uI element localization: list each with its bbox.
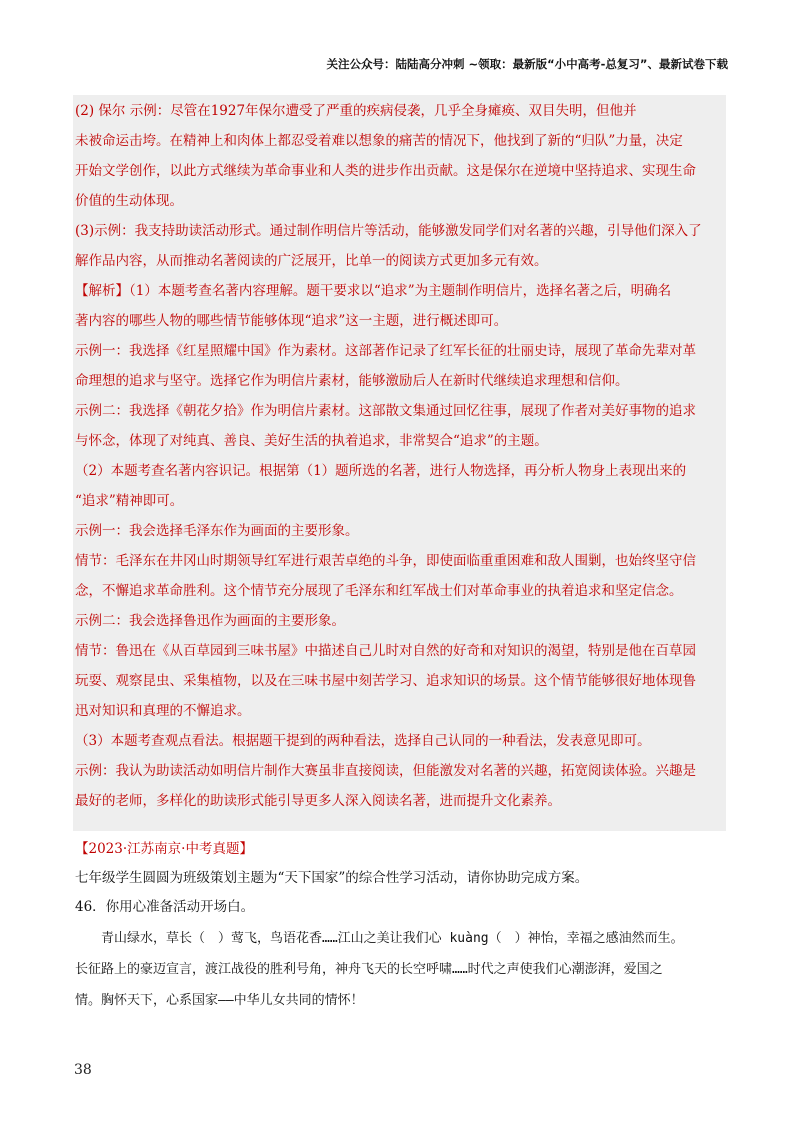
question-source: 【2023·江苏南京·中考真题】 — [75, 841, 253, 857]
analysis-line: 玩耍、观察昆虫、采集植物，以及在三味书屋中刻苦学习、追求知识的场景。这个情节能够很好地体现鲁 — [75, 673, 696, 689]
page-header: 关注公众号：陆陆高分冲刺 ~领取：最新版“小中高考-总复习”、最新试卷下载 — [326, 57, 728, 71]
analysis-line: 最好的老师，多样化的助读形式能引导更多人深入阅读名著，进而提升文化素养。 — [75, 793, 561, 809]
analysis-line: 示例二：我会选择鲁迅作为画面的主要形象。 — [75, 613, 345, 629]
analysis-line: 【解析】（1）本题考查名著内容理解。题干要求以“追求”为主题制作明信片，选择名著之后，明确名 — [75, 283, 672, 299]
analysis-line: 念，不懈追求革命胜利。这个情节充分展现了毛泽东和红军战士们对革命事业的执着追求和坚定信念。 — [75, 583, 683, 599]
analysis-line: 命理想的追求与坚守。选择它作为明信片素材，能够激励后人在新时代继续追求理想和信仰。 — [75, 373, 629, 389]
next-question-section — [75, 835, 727, 922]
answer-q2-line: 开始文学创作，以此方式继续为革命事业和人类的进步作出贡献。这是保尔在逆境中坚持追求、实现生命 — [75, 163, 696, 179]
question-intro: 七年级学生圆圆为班级策划主题为“天下国家”的综合性学习活动，请你协助完成方案。 — [75, 870, 589, 886]
analysis-line: 情节：鲁迅在《从百草园到三味书屋》中描述自己儿时对自然的好奇和对知识的渴望，特别是他在百草园 — [75, 643, 696, 659]
answer-q3-line: (3)示例：我支持助读活动形式。通过制作明信片等活动，能够激发同学们对名著的兴趣，引导他们深入了 — [75, 223, 702, 239]
analysis-line: 示例：我认为助读活动如明信片制作大赛虽非直接阅读，但能激发对名著的兴趣，拓宽阅读体验。兴趣是 — [75, 763, 696, 779]
analysis-line: “追求”精神即可。 — [75, 493, 184, 509]
analysis-line: 情节：毛泽东在井冈山时期领导红军进行艰苦卓绝的斗争，即使面临重重困难和敌人围剿，也始终坚守信 — [75, 553, 696, 569]
answer-q2-line: (2) 保尔 示例：尽管在1927年保尔遭受了严重的疾病侵袭，几乎全身瘫痪、双目失明，但他并 — [75, 103, 637, 119]
answer-q2-line: 未被命运击垮。在精神上和肉体上都忍受着难以想象的痛苦的情况下，他找到了新的“归队”力量，决定 — [75, 133, 683, 149]
analysis-line: （2）本题考查名著内容识记。根据第（1）题所选的名著，进行人物选择，再分析人物身上表现出来的 — [75, 463, 687, 479]
analysis-line: 示例一：我会选择毛泽东作为画面的主要形象。 — [75, 523, 359, 539]
analysis-line: （3）本题考查观点看法。根据题干提到的两种看法，选择自己认同的一种看法，发表意见即可。 — [75, 733, 651, 749]
passage-line: 长征路上的豪迈宣言，渡江战役的胜利号角，神舟飞天的长空呼啸……时代之声使我们心潮澎湃，爱国之 — [75, 962, 663, 977]
analysis-line: 迅对知识和真理的不懈追求。 — [75, 703, 251, 719]
answer-section — [75, 96, 727, 816]
question-46: 46．你用心准备活动开场白。 — [75, 899, 255, 915]
analysis-line: 著内容的哪些人物的哪些情节能够体现“追求”这一主题，进行概述即可。 — [75, 313, 508, 329]
answer-q2-line: 价值的生动体现。 — [75, 193, 183, 209]
answer-q3-line: 解作品内容，从而推动名著阅读的广泛展开，比单一的阅读方式更加多元有效。 — [75, 253, 548, 269]
analysis-line: 示例二：我选择《朝花夕拾》作为明信片素材。这部散文集通过回忆往事，展现了作者对美好事物的追求 — [75, 403, 696, 419]
opening-passage — [75, 923, 735, 1016]
analysis-line: 示例一：我选择《红星照耀中国》作为素材。这部著作记录了红军长征的壮丽史诗，展现了革命先辈对革 — [75, 343, 696, 359]
page-number: 38 — [74, 1062, 92, 1078]
analysis-line: 与怀念，体现了对纯真、善良、美好生活的执着追求，非常契合“追求”的主题。 — [75, 433, 548, 449]
passage-line: 情。胸怀天下，心系国家——中华儿女共同的情怀！ — [75, 993, 364, 1008]
passage-line: 青山绿水，草长（ ）莺飞，鸟语花香……江山之美让我们心 kuàng（ ）神怡，幸福之感油然而生。 — [75, 931, 684, 946]
